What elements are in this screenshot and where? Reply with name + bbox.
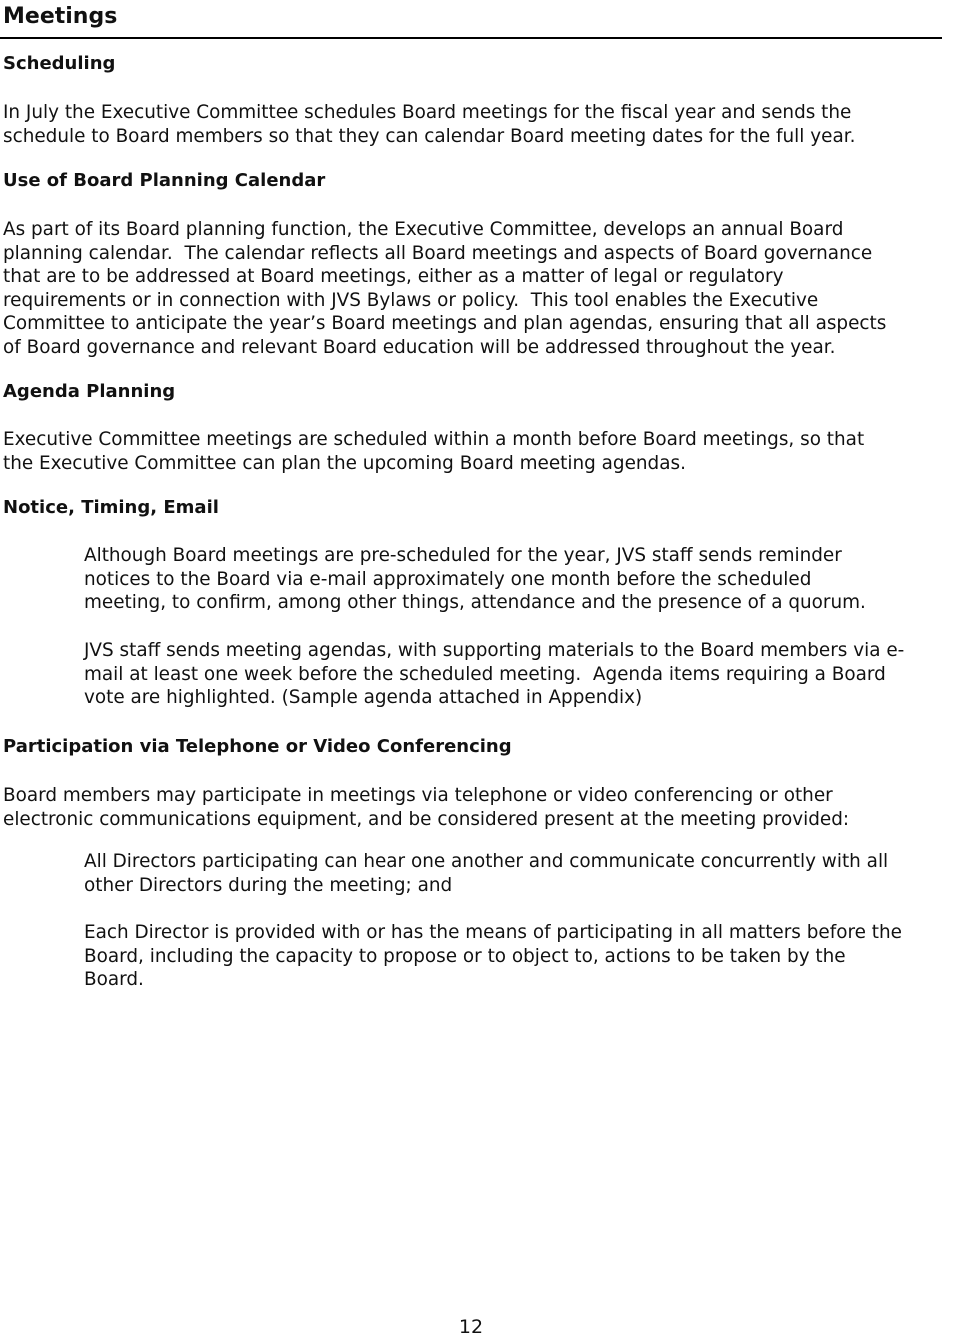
- page-title: Meetings: [3, 4, 118, 29]
- agenda-planning-paragraph: Executive Committee meetings are scheduled within a month before Board meetings, so that the Executive Committee can plan the upcoming Board meeting agendas.: [3, 429, 865, 474]
- section-heading-agenda-planning: Agenda Planning: [3, 381, 176, 402]
- title-divider: [0, 37, 942, 39]
- participation-paragraph: Board members may participate in meetings via telephone or video conferencing or other electronic communications equipment, and be considered present at the meeting provided:: [3, 785, 850, 830]
- section-heading-scheduling: Scheduling: [3, 53, 116, 74]
- section-heading-participation: Participation via Telephone or Video Conferencing: [3, 736, 512, 757]
- planning-calendar-paragraph: As part of its Board planning function, the Executive Committee, develops an annual Board planning calendar. The calendar reflects all Board meetings and aspects of Board governance that are to be addressed at Board meetings, either as a matter of legal or regulatory requirements or in connection with JVS Bylaws or policy. This tool enables the Executive Committee to anticipate the year’s Board meetings and plan agendas, ensuring that all aspects of Board governance and relevant Board education will be addressed throughout the year.: [3, 219, 887, 358]
- section-heading-notice: Notice, Timing, Email: [3, 497, 219, 518]
- scheduling-paragraph: In July the Executive Committee schedules Board meetings for the fiscal year and sends the schedule to Board members so that they can calendar Board meeting dates for the full year.: [3, 102, 856, 147]
- page-number: 12: [458, 1316, 484, 1338]
- notice-item: Although Board meetings are pre-scheduled for the year, JVS staff sends reminder notices to the Board via e-mail approximately one month before the scheduled meeting, to confirm, among other things, attendance and the presence of a quorum.: [84, 545, 866, 614]
- section-heading-planning-calendar: Use of Board Planning Calendar: [3, 170, 326, 191]
- notice-item: JVS staff sends meeting agendas, with supporting materials to the Board members via e- mail at least one week before the scheduled meeting. Agenda items requiring a Board vote are highlighted. (Sample agenda attached in Appendix): [84, 640, 905, 709]
- participation-item: All Directors participating can hear one another and communicate concurrently with all other Directors during the meeting; and: [84, 851, 889, 896]
- participation-item: Each Director is provided with or has the means of participating in all matters before the Board, including the capacity to propose or to object to, actions to be taken by the Board.: [84, 922, 902, 991]
